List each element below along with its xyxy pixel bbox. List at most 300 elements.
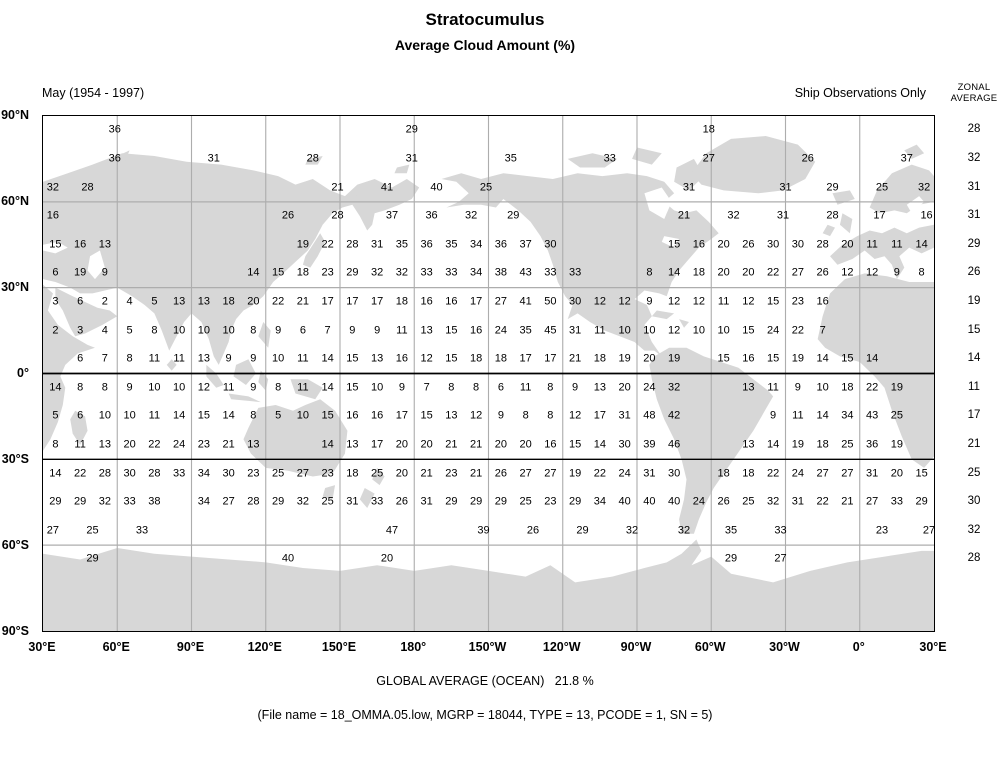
cell-value: 42 [667,409,681,422]
cell-value: 34 [841,409,854,422]
cell-value: 33 [603,152,616,165]
cell-value: 47 [385,524,399,537]
cell-value: 31 [207,152,220,165]
cell-value: 3 [77,324,84,337]
zonal-average-value: 25 [967,466,981,479]
cell-value: 6 [77,352,84,365]
cell-value: 31 [346,495,359,508]
cell-value: 21 [841,495,854,508]
cell-value: 25 [519,495,532,508]
cell-value: 23 [791,295,804,308]
cell-value: 15 [667,238,681,251]
cell-value: 15 [766,295,780,308]
cell-value: 15 [742,324,755,337]
cell-value: 16 [395,352,408,365]
cell-value: 10 [816,381,829,394]
cell-value: 20 [519,438,532,451]
cell-value: 15 [49,238,62,251]
cell-value: 12 [667,324,681,337]
cell-value: 3 [52,295,59,308]
cell-value: 10 [371,381,384,394]
zonal-average-value: 32 [967,151,981,164]
cell-value: 25 [321,495,334,508]
cell-value: 32 [46,181,60,194]
cell-value: 35 [395,238,408,251]
cell-value: 43 [519,266,532,279]
cell-value: 11 [767,381,779,394]
cell-value: 36 [108,152,121,165]
cell-value: 11 [594,324,606,337]
cell-value: 12 [667,295,681,308]
cell-value: 30 [618,438,631,451]
cell-value: 8 [547,409,554,422]
cell-value: 16 [46,209,60,222]
cell-value: 21 [469,438,483,451]
cell-value: 16 [371,409,384,422]
cell-value: 23 [321,266,334,279]
cell-value: 17 [873,209,886,222]
cell-value: 15 [346,381,359,394]
cell-value: 39 [643,438,656,451]
cell-value: 31 [618,409,631,422]
cell-value: 13 [173,295,186,308]
cell-value: 22 [593,467,606,480]
cell-value: 15 [841,352,854,365]
cell-value: 11 [891,238,903,251]
cell-value: 25 [890,409,903,422]
cell-value: 19 [890,381,903,394]
cell-value: 11 [297,381,309,394]
cell-value: 11 [222,381,235,394]
cell-value: 10 [148,381,161,394]
cell-value: 17 [346,295,359,308]
cell-value: 20 [380,552,394,565]
cell-value: 40 [281,552,295,565]
cell-value: 45 [544,324,557,337]
cell-value: 15 [568,438,582,451]
cell-value: 12 [841,266,854,279]
cell-value: 7 [819,324,826,337]
lat-tick-label: 90°N [1,108,29,122]
cell-value: 32 [395,266,408,279]
grid-values-layer [43,116,934,631]
cell-value: 26 [816,266,829,279]
cell-value: 9 [374,324,381,337]
cell-value: 13 [197,295,210,308]
cell-value: 17 [321,295,334,308]
cell-value: 7 [324,324,331,337]
cell-value: 31 [371,238,384,251]
cell-value: 37 [900,152,913,165]
cell-value: 27 [222,495,235,508]
cell-value: 13 [98,438,111,451]
cell-value: 17 [469,295,483,308]
cell-value: 11 [173,352,185,365]
cell-value: 18 [469,352,483,365]
cell-value: 13 [98,238,111,251]
cell-value: 35 [445,238,458,251]
cell-value: 26 [742,238,755,251]
cell-value: 13 [593,381,606,394]
cell-value: 18 [742,467,755,480]
cell-value: 18 [816,438,829,451]
cell-value: 8 [448,381,455,394]
cell-value: 31 [682,181,696,194]
zonal-average-value: 31 [967,180,981,193]
world-map-panel [42,115,935,632]
cell-value: 29 [826,181,839,194]
cell-value: 31 [568,324,582,337]
cell-value: 10 [272,352,285,365]
cell-value: 18 [593,352,606,365]
cell-value: 27 [774,552,787,565]
cell-value: 10 [222,324,235,337]
cell-value: 12 [420,352,433,365]
zonal-average-column [942,115,998,630]
cell-value: 25 [371,467,384,480]
cell-value: 35 [519,324,532,337]
cell-value: 9 [275,324,282,337]
cell-value: 10 [173,381,186,394]
cell-value: 8 [250,409,257,422]
cell-value: 11 [717,295,730,308]
cell-value: 14 [816,352,829,365]
cell-value: 17 [371,295,384,308]
cell-value: 13 [742,381,755,394]
cell-value: 20 [247,295,260,308]
cell-value: 20 [643,352,656,365]
cell-value: 48 [643,409,656,422]
cell-value: 15 [445,324,458,337]
cell-value: 21 [420,467,433,480]
cell-value: 20 [890,467,903,480]
zonal-average-value: 28 [967,552,981,565]
cell-value: 25 [272,467,285,480]
cell-value: 15 [321,409,334,422]
cell-value: 11 [74,438,86,451]
cell-value: 30 [544,238,557,251]
cell-value: 32 [625,524,639,537]
cell-value: 31 [405,152,418,165]
cell-value: 14 [321,438,334,451]
cell-value: 20 [420,438,433,451]
cell-value: 20 [618,381,631,394]
cell-value: 21 [222,438,235,451]
cell-value: 22 [816,495,829,508]
cell-value: 9 [349,324,356,337]
cell-value: 15 [766,352,780,365]
cell-value: 16 [692,238,705,251]
cell-value: 14 [915,238,928,251]
cell-value: 11 [866,238,878,251]
cell-value: 32 [98,495,111,508]
cell-value: 13 [247,438,260,451]
lat-tick-label: 30°S [1,452,29,466]
cell-value: 50 [544,295,557,308]
cell-value: 23 [544,495,557,508]
cell-value: 36 [108,123,121,136]
cell-value: 13 [742,438,755,451]
cell-value: 13 [420,324,433,337]
cell-value: 30 [667,467,681,480]
cell-value: 17 [395,409,408,422]
cell-value: 26 [717,495,730,508]
cell-value: 5 [126,324,133,337]
cell-value: 16 [742,352,755,365]
cell-value: 19 [791,438,804,451]
cell-value: 22 [766,467,780,480]
cell-value: 8 [522,409,529,422]
cell-value: 36 [420,238,433,251]
cell-value: 8 [473,381,480,394]
cell-value: 26 [281,209,295,222]
cell-value: 2 [101,295,108,308]
cell-value: 7 [423,381,430,394]
cell-value: 46 [667,438,681,451]
cell-value: 20 [395,467,408,480]
cell-value: 33 [544,266,557,279]
cell-value: 17 [544,352,557,365]
cell-value: 8 [77,381,84,394]
cell-value: 38 [494,266,507,279]
cell-value: 34 [469,266,483,279]
cell-value: 29 [49,495,62,508]
cell-value: 24 [173,438,186,451]
cell-value: 9 [497,409,504,422]
cell-value: 9 [646,295,653,308]
cell-value: 9 [250,352,257,365]
cell-value: 14 [49,381,62,394]
cell-value: 26 [526,524,540,537]
cell-value: 2 [52,324,59,337]
lon-tick-label: 90°W [620,640,652,654]
cell-value: 16 [445,295,458,308]
zonal-average-value: 28 [967,123,981,136]
cell-value: 20 [717,238,730,251]
cell-value: 19 [618,352,631,365]
cell-value: 18 [717,467,730,480]
cell-value: 25 [841,438,854,451]
cell-value: 28 [306,152,319,165]
cell-value: 28 [816,238,829,251]
cell-value: 27 [296,467,309,480]
cell-value: 11 [519,381,532,394]
cell-value: 18 [702,123,715,136]
cell-value: 27 [494,295,507,308]
cell-value: 29 [724,552,738,565]
cell-value: 23 [247,467,260,480]
cell-value: 12 [692,295,705,308]
cell-value: 22 [272,295,285,308]
cell-value: 30 [568,295,582,308]
zonal-average-value: 30 [967,495,981,508]
cell-value: 41 [519,295,532,308]
cell-value: 40 [643,495,656,508]
zonal-average-value: 26 [967,266,981,279]
cell-value: 11 [148,409,161,422]
cell-value: 36 [494,238,507,251]
cell-value: 11 [792,409,804,422]
cell-value: 29 [469,495,483,508]
cell-value: 14 [247,266,260,279]
cell-value: 24 [643,381,656,394]
cell-value: 20 [494,438,507,451]
cell-value: 29 [86,552,99,565]
cell-value: 28 [98,467,111,480]
cell-value: 34 [197,495,210,508]
cell-value: 29 [915,495,928,508]
cell-value: 21 [469,467,483,480]
cell-value: 29 [272,495,285,508]
cell-value: 22 [148,438,161,451]
cell-value: 35 [504,152,517,165]
zonal-average-value: 14 [967,352,981,365]
cell-value: 28 [346,238,359,251]
cell-value: 10 [98,409,111,422]
cell-value: 4 [126,295,133,308]
cell-value: 10 [643,324,656,337]
cell-value: 26 [801,152,814,165]
zonal-average-value: 32 [967,523,981,536]
cell-value: 12 [593,295,606,308]
cell-value: 23 [321,467,334,480]
zonal-average-value: 11 [968,380,980,393]
cell-value: 16 [420,295,433,308]
cell-value: 34 [469,238,483,251]
cell-value: 16 [816,295,829,308]
cell-value: 6 [497,381,504,394]
cell-value: 39 [477,524,490,537]
cell-value: 24 [692,495,705,508]
cell-value: 28 [331,209,344,222]
cell-value: 36 [866,438,879,451]
cell-value: 9 [398,381,405,394]
cell-value: 32 [727,209,740,222]
cell-value: 33 [568,266,582,279]
cell-value: 14 [593,438,606,451]
cell-value: 25 [86,524,99,537]
cell-value: 9 [572,381,579,394]
cell-value: 32 [296,495,309,508]
cell-value: 28 [826,209,839,222]
cell-value: 33 [123,495,136,508]
cell-value: 27 [702,152,715,165]
cell-value: 18 [692,266,705,279]
cell-value: 8 [52,438,59,451]
cell-value: 14 [321,381,334,394]
cell-value: 31 [643,467,656,480]
lat-tick-label: 60°N [1,194,29,208]
cell-value: 22 [766,266,780,279]
cell-value: 10 [296,409,309,422]
cell-value: 28 [247,495,260,508]
cell-value: 12 [469,409,483,422]
cell-value: 8 [101,381,108,394]
cell-value: 24 [791,467,804,480]
cell-value: 16 [920,209,933,222]
cell-value: 6 [77,409,84,422]
cell-value: 19 [296,238,309,251]
cell-value: 18 [222,295,235,308]
lon-tick-label: 30°W [769,640,800,654]
cell-value: 15 [915,467,928,480]
cell-value: 14 [321,352,334,365]
cell-value: 32 [667,381,681,394]
cell-value: 27 [519,467,532,480]
cell-value: 20 [395,438,408,451]
cell-value: 40 [618,495,631,508]
cell-value: 29 [346,266,359,279]
cell-value: 13 [371,352,384,365]
lon-tick-label: 120°E [247,640,282,654]
cell-value: 5 [151,295,158,308]
cell-value: 19 [890,438,903,451]
cell-value: 26 [494,467,507,480]
zonal-average-value: 17 [967,409,981,422]
cell-value: 29 [405,123,418,136]
cell-value: 15 [445,352,458,365]
cell-value: 31 [791,495,804,508]
cell-value: 31 [420,495,433,508]
cell-value: 29 [74,495,87,508]
cell-value: 8 [547,381,554,394]
cell-value: 43 [866,409,879,422]
cell-value: 34 [593,495,606,508]
cell-value: 20 [841,238,854,251]
zonal-average-header [942,82,998,104]
cell-value: 34 [197,467,210,480]
cell-value: 22 [321,238,334,251]
cell-value: 21 [568,352,582,365]
cell-value: 40 [430,181,443,194]
cell-value: 33 [371,495,384,508]
page-subtitle: Average Cloud Amount (%) [394,37,576,53]
cell-value: 30 [791,238,804,251]
zonal-average-value: 21 [967,438,981,451]
lon-tick-label: 0° [852,640,865,654]
cell-value: 13 [197,352,210,365]
cell-value: 25 [875,181,889,194]
cell-value: 12 [742,295,755,308]
cell-value: 35 [724,524,738,537]
cell-value: 29 [445,495,458,508]
cell-value: 26 [395,495,408,508]
lon-tick-label: 150°W [468,640,507,654]
cell-value: 15 [420,409,433,422]
lon-tick-label: 120°W [542,640,581,654]
cell-value: 16 [544,438,557,451]
lon-tick-label: 30°E [919,640,947,654]
cell-value: 24 [494,324,507,337]
cell-value: 13 [346,438,359,451]
cell-value: 9 [250,381,257,394]
zonal-average-value: 15 [967,323,981,336]
cell-value: 32 [371,266,384,279]
cell-value: 14 [766,438,780,451]
cell-value: 5 [52,409,59,422]
cell-value: 5 [275,409,282,422]
cell-value: 15 [346,352,359,365]
cell-value: 22 [791,324,804,337]
cell-value: 22 [74,467,87,480]
cell-value: 30 [222,467,235,480]
cell-value: 16 [469,324,483,337]
cell-value: 21 [677,209,691,222]
cell-value: 33 [774,524,787,537]
lon-tick-label: 30°E [28,640,56,654]
zonal-header-line2: AVERAGE [950,93,998,104]
cell-value: 36 [425,209,438,222]
